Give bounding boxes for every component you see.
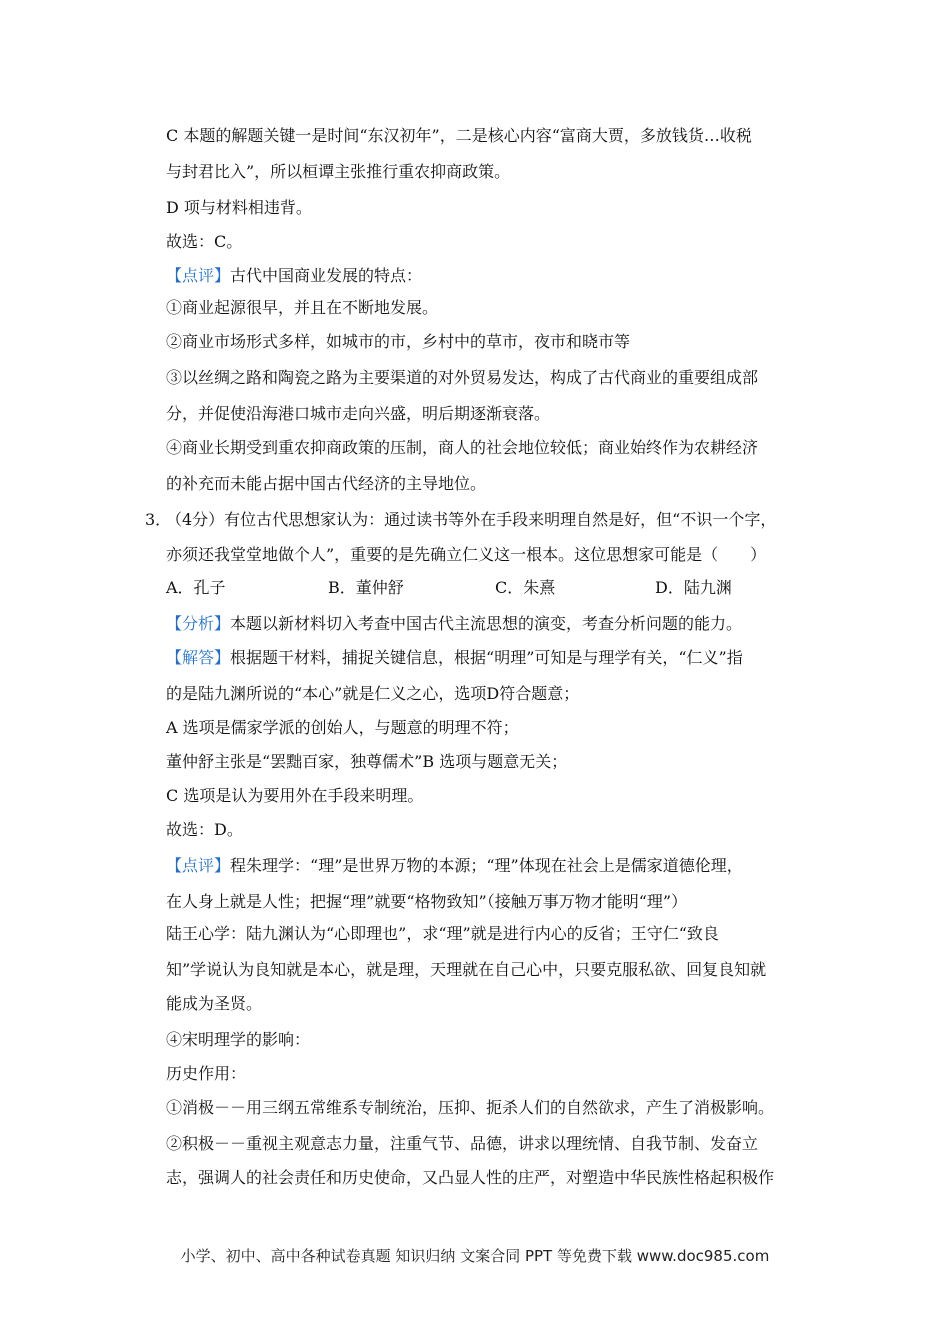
- answer-text: 根据题干材料，捕捉关键信息，根据“明理”可知是与理学有关，“仁义”指: [230, 648, 743, 667]
- answer-tag: 【解答】: [166, 648, 231, 667]
- answer-line: [166, 648, 743, 668]
- commentary-tag: 【点评】: [166, 856, 231, 875]
- commentary-text: 古代中国商业发展的特点：: [230, 266, 423, 285]
- commentary-line: [166, 856, 743, 876]
- question-stem: 亦须还我堂堂地做个人”，重要的是先确立仁义这一根本。这位思想家可能是（ ）: [166, 545, 767, 564]
- commentary-text: 程朱理学：“理”是世界万物的本源；“理”体现在社会上是儒家道德伦理，: [230, 856, 743, 875]
- option-d: D．陆九渊: [655, 578, 732, 597]
- text-line: A 选项是儒家学派的创始人，与题意的明理不符；: [166, 718, 519, 737]
- text-line: D 项与材料相违背。: [166, 198, 312, 217]
- text-line: ③以丝绸之路和陶瓷之路为主要渠道的对外贸易发达，构成了古代商业的重要组成部: [166, 368, 759, 387]
- text-line: C 选项是认为要用外在手段来明理。: [166, 786, 424, 805]
- text-line: ①消极－－用三纲五常维系专制统治，压抑、扼杀人们的自然欲求，产生了消极影响。: [166, 1098, 775, 1117]
- text-line: ②积极－－重视主观意志力量，注重气节、品德，讲求以理统情、自我节制、发奋立: [166, 1134, 759, 1153]
- text-line: C 本题的解题关键一是时间“东汉初年”，二是核心内容“富商大贾，多放钱货…收税: [166, 126, 752, 145]
- option-b: B．董仲舒: [328, 578, 404, 597]
- text-line: 的补充而未能占据中国古代经济的主导地位。: [166, 474, 487, 493]
- text-line: 故选：C。: [166, 232, 243, 251]
- commentary-line: [166, 266, 422, 286]
- option-a: A．孔子: [166, 578, 226, 597]
- text-line: ④宋明理学的影响：: [166, 1030, 311, 1049]
- text-line: 与封君比入”，所以桓谭主张推行重农抑商政策。: [166, 162, 511, 181]
- text-line: ①商业起源很早，并且在不断地发展。: [166, 298, 439, 317]
- text-line: 的是陆九渊所说的“本心”就是仁义之心，选项D符合题意；: [166, 684, 580, 703]
- option-c: C．朱熹: [495, 578, 556, 597]
- text-line: 分，并促使沿海港口城市走向兴盛，明后期逐渐衰落。: [166, 404, 551, 423]
- analysis-text: 本题以新材料切入考查中国古代主流思想的演变，考查分析问题的能力。: [230, 614, 743, 633]
- text-line: 陆王心学：陆九渊认为“心即理也”，求“理”就是进行内心的反省；王守仁“致良: [166, 924, 719, 943]
- question-stem: （4分）有位古代思想家认为：通过读书等外在手段来明理自然是好，但“不识一个字，: [166, 510, 777, 529]
- analysis-tag: 【分析】: [166, 614, 231, 633]
- text-line: 在人身上就是人性；把握“理”就要“格物致知”（接触万事万物才能明“理”）: [166, 892, 688, 911]
- text-line: 历史作用：: [166, 1064, 247, 1083]
- question-number: 3．: [145, 510, 172, 529]
- text-line: 知”学说认为良知就是本心，就是理，天理就在自己心中，只要克服私欲、回复良知就: [166, 960, 767, 979]
- commentary-tag: 【点评】: [166, 266, 231, 285]
- text-line: ④商业长期受到重农抑商政策的压制，商人的社会地位较低；商业始终作为农耕经济: [166, 438, 759, 457]
- analysis-line: [166, 614, 742, 634]
- text-line: 董仲舒主张是“罢黜百家，独尊儒术”B 选项与题意无关；: [166, 752, 568, 771]
- text-line: 能成为圣贤。: [166, 994, 263, 1013]
- text-line: 志，强调人的社会责任和历史使命，又凸显人性的庄严，对塑造中华民族性格起积极作: [166, 1168, 775, 1187]
- text-line: 故选：D。: [166, 820, 243, 839]
- page-footer: 小学、初中、高中各种试卷真题 知识归纳 文案合同 PPT 等免费下载 www.doc985.com: [180, 1247, 770, 1265]
- text-line: ②商业市场形式多样，如城市的市，乡村中的草市，夜市和晓市等: [166, 332, 631, 351]
